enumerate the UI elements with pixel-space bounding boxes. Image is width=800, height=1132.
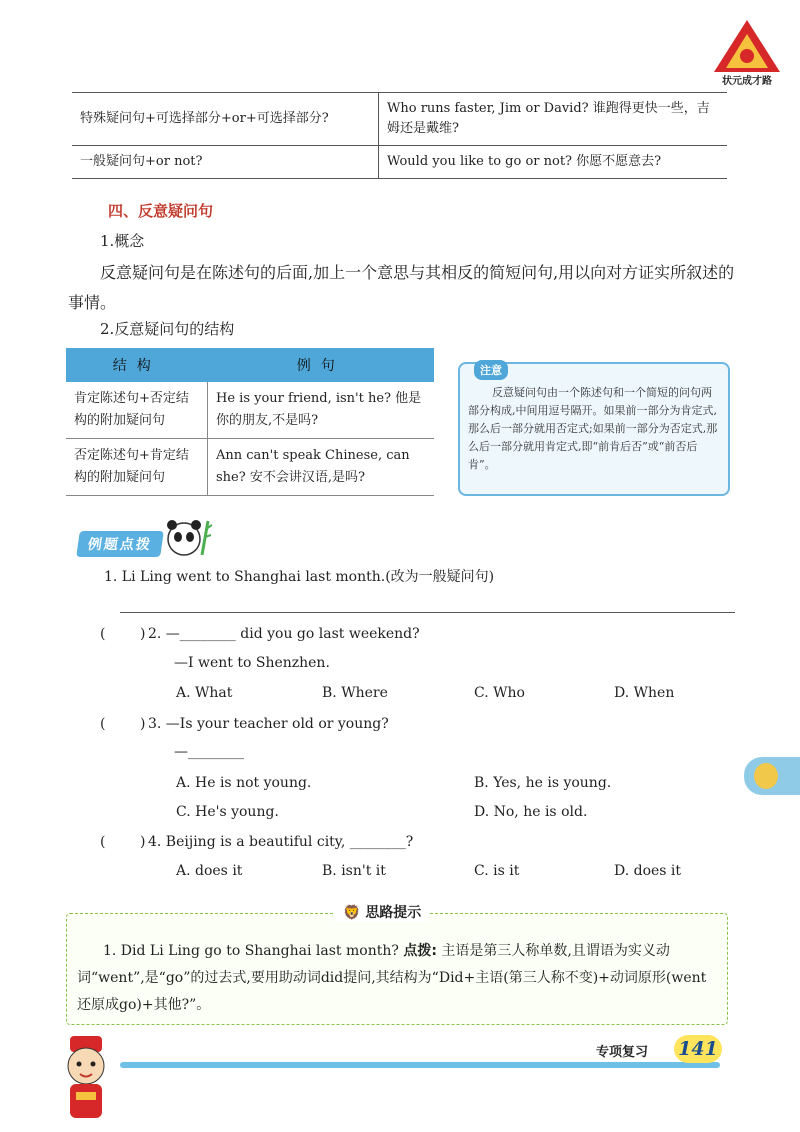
note-box	[458, 362, 730, 496]
table-row	[66, 382, 434, 439]
concept-text: 反意疑问句是在陈述句的后面,加上一个意思与其相反的简短问句,用以向对方证实所叙述的事情。	[68, 263, 735, 312]
option-b[interactable]: B. Yes, he is young.	[474, 775, 612, 791]
cartoon-face-icon	[754, 763, 778, 789]
hint-lead: 1. Did Li Ling go to Shanghai last month?	[103, 943, 399, 959]
brand-logo	[712, 18, 782, 88]
example-cell: Ann can't speak Chinese, can she? 安不会讲汉语,是吗?	[208, 439, 435, 496]
option-b[interactable]: B. Where	[322, 685, 388, 701]
hint-title	[335, 902, 429, 922]
footer-label: 专项复习	[596, 1045, 649, 1060]
pattern-cell: 特殊疑问句+可选择部分+or+可选择部分?	[72, 93, 379, 146]
note-tag: 注意	[474, 360, 508, 380]
table-header-row	[66, 348, 434, 382]
note-text: 反意疑问句由一个陈述句和一个简短的问句两部分构成,中间用逗号隔开。如果前一部分为肯定式,那么后一部分就用否定式;如果前一部分为否定式,那么后一部分就用肯定式,即“前肯后否”或“前否后肯”。	[468, 386, 718, 471]
question-1: 1. Li Ling went to Shanghai last month.(改为一般疑问句)	[104, 569, 495, 585]
option-d[interactable]: D. does it	[614, 863, 682, 879]
option-d[interactable]: D. When	[614, 685, 675, 701]
question-4-stem: 4. Beijing is a beautiful city, ________?	[148, 834, 414, 850]
examples-banner	[64, 527, 214, 559]
hint-keyword: 点拨:	[403, 943, 437, 959]
hint-body: 主语是第三人称单数,且谓语为实义动词“went”,是“go”的过去式,要用助动词did提问,其结构为“Did+主语(第三人称不变)+动词原形(went还原成go)+其他?”。	[77, 943, 707, 1013]
examples-banner-label: 例题点拨	[76, 531, 164, 557]
question-3-stem: 3. —Is your teacher old or young?	[148, 716, 389, 732]
column-header-structure: 结构	[66, 348, 208, 382]
example-cell: Who runs faster, Jim or David? 谁跑得更快一些，吉姆还是戴维?	[379, 93, 728, 146]
answer-paren-close: )	[140, 834, 146, 850]
answer-paren-close: )	[140, 626, 146, 642]
answer-paren-close: )	[140, 716, 146, 732]
lion-icon: 🦁	[343, 905, 361, 921]
hint-text	[77, 938, 717, 1019]
hint-box	[66, 905, 728, 1025]
logo-triangle-icon	[712, 18, 782, 74]
footer-bar	[120, 1062, 720, 1068]
table-row	[66, 439, 434, 496]
example-cell: He is your friend, isn't he? 他是你的朋友,不是吗?	[208, 382, 435, 439]
option-d[interactable]: D. No, he is old.	[474, 804, 588, 820]
pattern-cell: 一般疑问句+or not?	[72, 146, 379, 179]
panda-icon	[164, 515, 212, 559]
section-title: 四、反意疑问句	[108, 202, 214, 220]
question-3-reply: —________	[174, 744, 244, 760]
question-2-stem: 2. —________ did you go last weekend?	[148, 626, 420, 642]
question-pattern-table	[72, 92, 727, 179]
question-2-reply: —I went to Shenzhen.	[174, 655, 330, 671]
column-header-example: 例句	[208, 348, 435, 382]
table-row	[72, 93, 727, 146]
table-row	[72, 146, 727, 179]
structure-cell: 否定陈述句+肯定结构的附加疑问句	[66, 439, 208, 496]
option-a[interactable]: A. does it	[176, 863, 243, 879]
hint-title-text: 思路提示	[365, 905, 422, 921]
option-c[interactable]: C. is it	[474, 863, 520, 879]
option-b[interactable]: B. isn't it	[322, 863, 386, 879]
option-c[interactable]: C. He's young.	[176, 804, 279, 820]
concept-heading: 1.概念	[100, 232, 145, 250]
structure-heading: 2.反意疑问句的结构	[100, 320, 235, 338]
option-a[interactable]: A. He is not young.	[176, 775, 312, 791]
answer-line[interactable]	[120, 612, 735, 613]
side-tab[interactable]	[744, 757, 800, 795]
page-number: 141	[674, 1035, 722, 1063]
option-c[interactable]: C. Who	[474, 685, 525, 701]
structure-table	[66, 348, 434, 496]
answer-paren-open: (	[100, 716, 106, 732]
structure-cell: 肯定陈述句+否定结构的附加疑问句	[66, 382, 208, 439]
mascot-icon	[50, 1032, 122, 1128]
answer-paren-open: (	[100, 626, 106, 642]
answer-paren-open: (	[100, 834, 106, 850]
logo-text: 状元成才路	[722, 76, 772, 87]
example-cell: Would you like to go or not? 你愿不愿意去?	[379, 146, 728, 179]
option-a[interactable]: A. What	[176, 685, 233, 701]
